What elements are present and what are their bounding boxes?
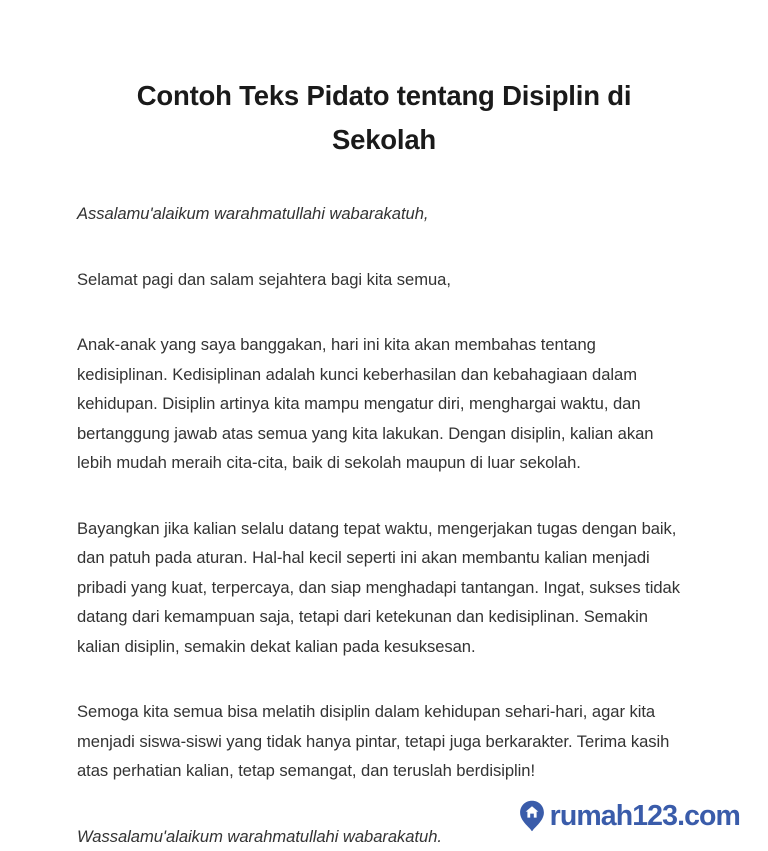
map-pin-house-icon bbox=[519, 800, 545, 832]
paragraph-salutation-closing: Wassalamu'alaikum warahmatullahi wabarakatuh. bbox=[77, 822, 691, 851]
article-body bbox=[0, 199, 768, 851]
brand-wordmark: rumah123.com bbox=[550, 802, 740, 831]
paragraph-body-1: Anak-anak yang saya banggakan, hari ini kita akan membahas tentang kedisiplinan. Kedisiplinan adalah kunci keberhasilan dan kebahagiaan dalam kehidupan. Disiplin artinya kita mampu mengatur diri, menghargai waktu, dan bertanggung jawab atas semua yang kita lakukan. Dengan disiplin, kalian akan lebih mudah meraih cita-cita, baik di sekolah maupun di luar sekolah. bbox=[77, 330, 691, 478]
paragraph-salutation-opening: Assalamu'alaikum warahmatullahi wabarakatuh, bbox=[77, 199, 691, 229]
paragraph-body-3: Semoga kita semua bisa melatih disiplin dalam kehidupan sehari-hari, agar kita menjadi siswa-siswi yang tidak hanya pintar, tetapi juga berkarakter. Terima kasih atas perhatian kalian, tetap semangat, dan teruslah berdisiplin! bbox=[77, 697, 691, 786]
brand-logo[interactable] bbox=[519, 800, 740, 832]
page-title: Contoh Teks Pidato tentang Disiplin di Sekolah bbox=[0, 0, 768, 162]
paragraph-greeting: Selamat pagi dan salam sejahtera bagi kita semua, bbox=[77, 265, 691, 295]
paragraph-body-2: Bayangkan jika kalian selalu datang tepat waktu, mengerjakan tugas dengan baik, dan patuh pada aturan. Hal-hal kecil seperti ini akan membantu kalian menjadi pribadi yang kuat, terpercaya, dan siap menghadapi tantangan. Ingat, sukses tidak datang dari kemampuan saja, tetapi dari ketekunan dan kedisiplinan. Semakin kalian disiplin, semakin dekat kalian pada kesuksesan. bbox=[77, 514, 691, 662]
